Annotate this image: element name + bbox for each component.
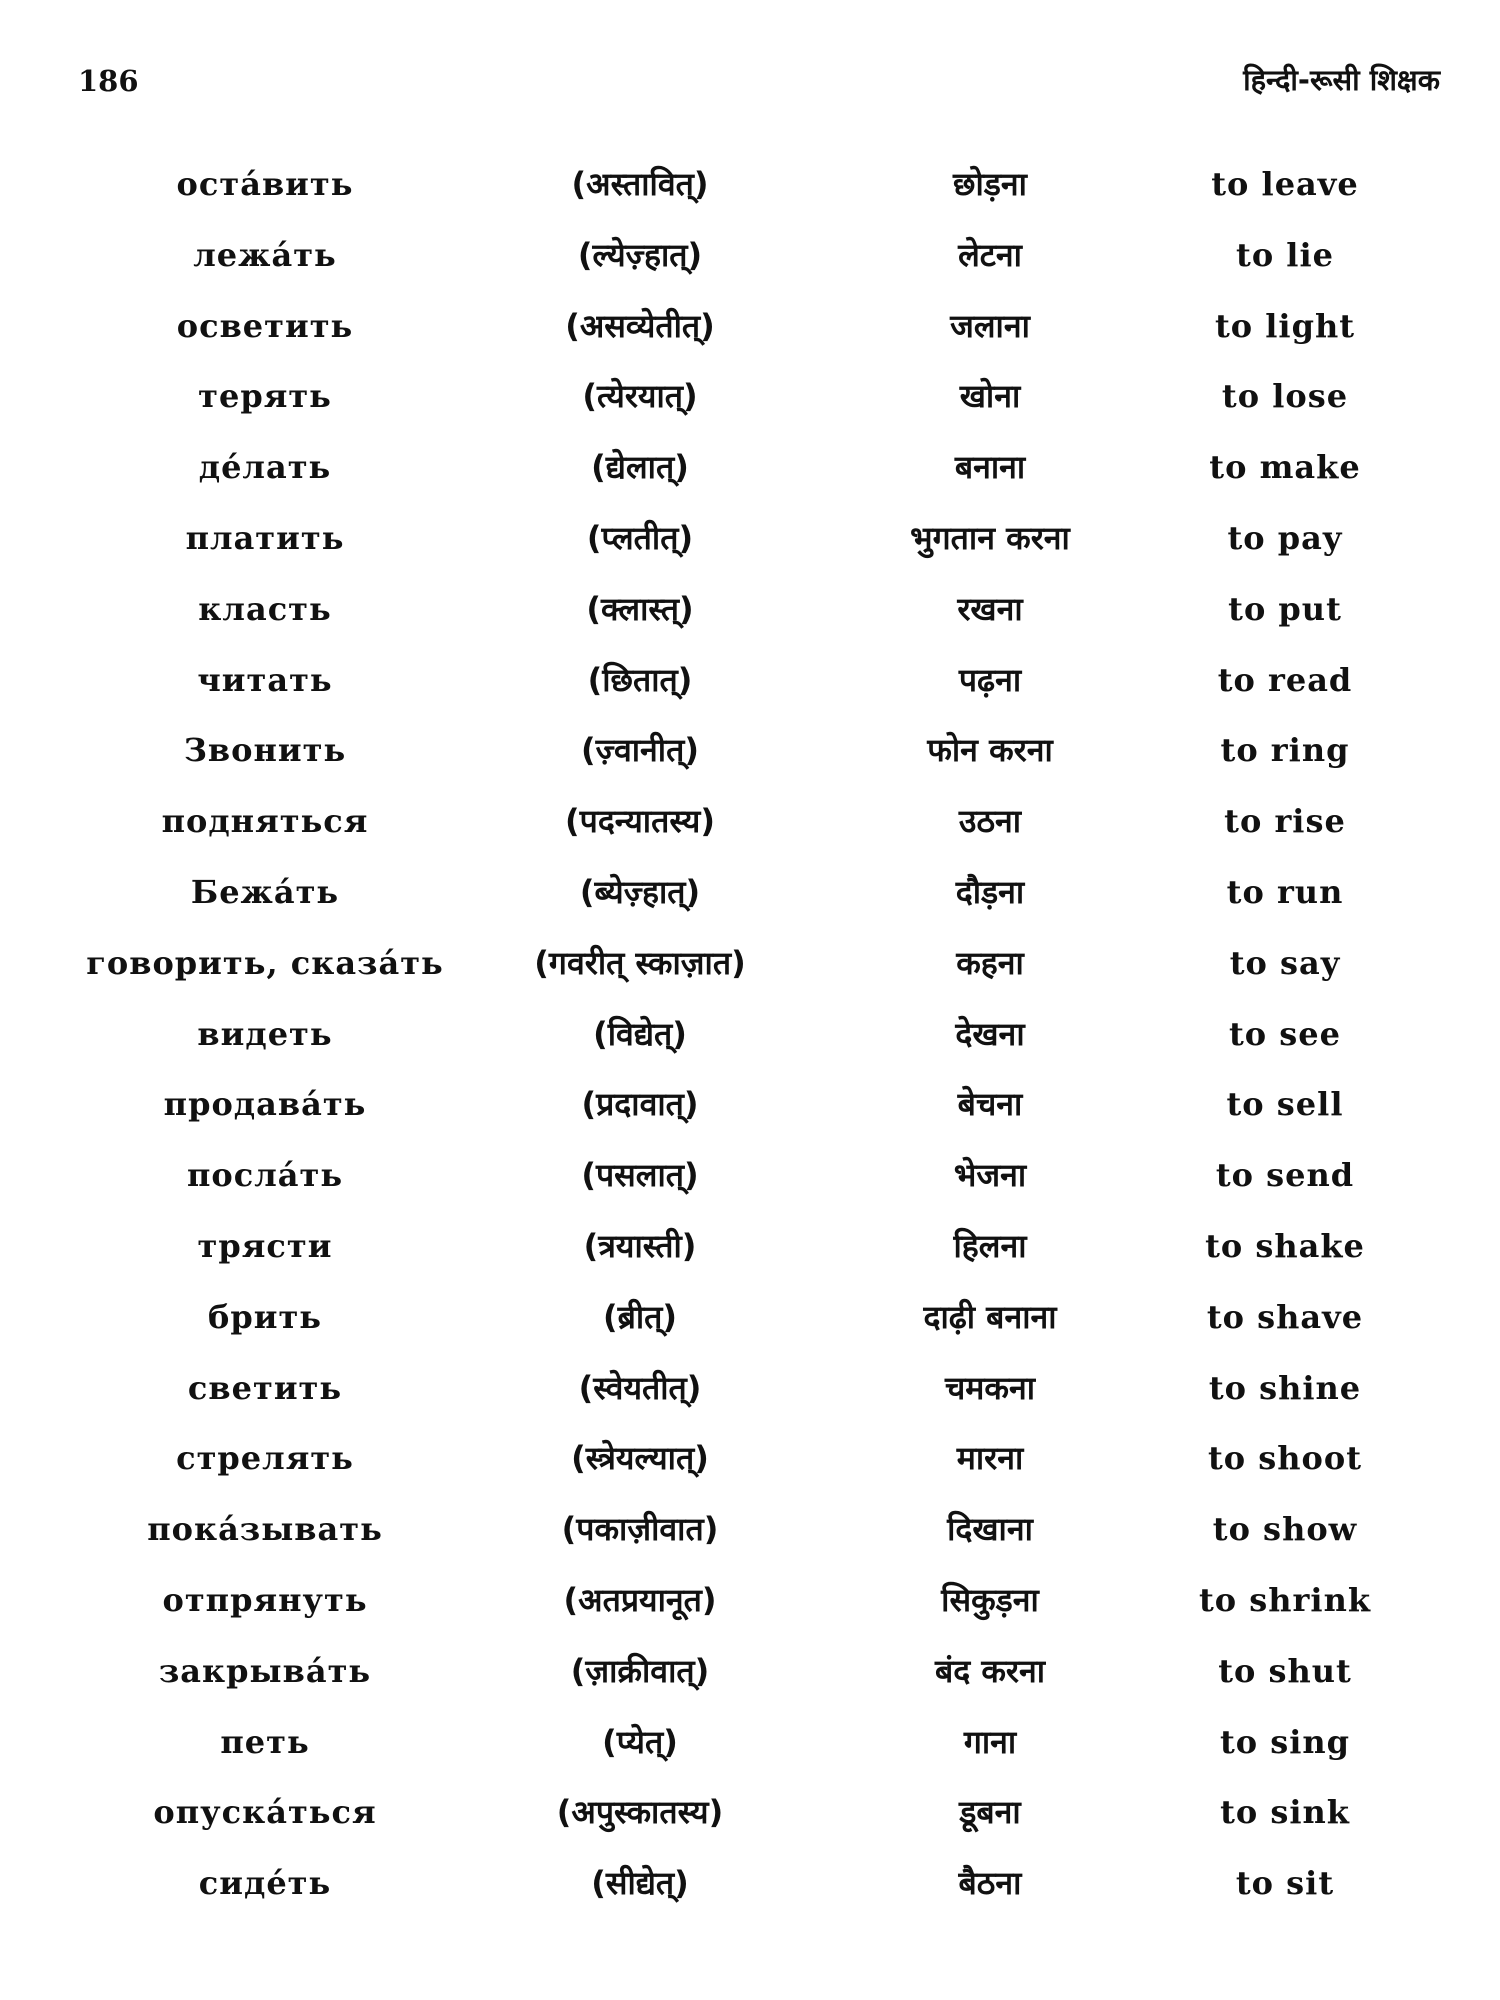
vocabulary-row — [0, 1495, 1500, 1566]
english-word: to sell — [1226, 1085, 1344, 1124]
vocabulary-row — [0, 292, 1500, 363]
english-word: to read — [1217, 660, 1353, 699]
russian-word: закрывáть — [158, 1651, 372, 1690]
vocabulary-row — [0, 1000, 1500, 1071]
hindi-word: खोना — [959, 377, 1021, 416]
russian-word: отпрянуть — [162, 1580, 368, 1619]
transliteration: (पकाज़ीवात) — [561, 1510, 719, 1549]
russian-word: брить — [208, 1297, 322, 1336]
transliteration: (ब्येज़्हात्) — [579, 872, 701, 911]
russian-word: лежáть — [193, 235, 337, 274]
transliteration: (अपुस्कातस्य) — [556, 1793, 724, 1832]
hindi-word: रखना — [957, 589, 1023, 628]
english-word: to shake — [1205, 1226, 1365, 1265]
hindi-word: पढ़ना — [958, 660, 1022, 699]
hindi-word: उठना — [958, 802, 1022, 841]
transliteration: (सीद्येत्) — [591, 1864, 689, 1903]
english-word: to put — [1228, 589, 1342, 628]
english-word: to shave — [1206, 1297, 1364, 1336]
russian-word: класть — [198, 589, 332, 628]
russian-word: опускáться — [153, 1793, 377, 1832]
english-word: to shrink — [1199, 1580, 1371, 1619]
hindi-word: चमकना — [944, 1368, 1036, 1407]
vocabulary-table — [0, 150, 1500, 1920]
russian-word: остáвить — [176, 165, 354, 203]
vocabulary-row — [0, 646, 1500, 717]
transliteration: (अतप्रयानूत) — [563, 1580, 717, 1619]
english-word: to light — [1215, 306, 1355, 345]
english-word: to sit — [1235, 1864, 1335, 1903]
vocabulary-row — [0, 1778, 1500, 1849]
vocabulary-row — [0, 433, 1500, 504]
transliteration: (प्रदावात्) — [581, 1085, 699, 1124]
vocabulary-row — [0, 1354, 1500, 1425]
hindi-word: भुगतान करना — [910, 518, 1070, 557]
transliteration: (गवरीत् स्काज़ात) — [534, 943, 746, 982]
vocabulary-row — [0, 1283, 1500, 1354]
vocabulary-row — [0, 1141, 1500, 1212]
transliteration: (ज़ाक्रीवात्) — [570, 1651, 710, 1690]
transliteration: (ब्रीत्) — [602, 1297, 678, 1336]
russian-word: трясти — [197, 1226, 333, 1265]
hindi-word: छोड़ना — [953, 165, 1027, 203]
transliteration: (पसलात्) — [581, 1156, 699, 1195]
english-word: to send — [1215, 1156, 1355, 1195]
english-word: to shoot — [1207, 1439, 1363, 1478]
english-word: to rise — [1224, 802, 1346, 841]
transliteration: (त्रयास्ती) — [583, 1226, 697, 1265]
vocabulary-row — [0, 1566, 1500, 1637]
russian-word: читать — [197, 660, 333, 699]
transliteration: (स्वेयतीत्) — [578, 1368, 702, 1407]
hindi-word: बेचना — [957, 1085, 1023, 1124]
hindi-word: दिखाना — [947, 1510, 1033, 1549]
vocabulary-row — [0, 1212, 1500, 1283]
english-word: to sing — [1219, 1722, 1351, 1761]
english-word: to ring — [1220, 731, 1350, 770]
hindi-word: गाना — [963, 1722, 1017, 1761]
vocabulary-row — [0, 504, 1500, 575]
english-word: to lose — [1221, 377, 1349, 416]
hindi-word: दाढ़ी बनाना — [923, 1297, 1057, 1336]
russian-word: Бежáть — [190, 872, 340, 911]
vocabulary-row — [0, 1070, 1500, 1141]
transliteration: (त्येरयात्) — [582, 377, 698, 416]
vocabulary-row — [0, 1708, 1500, 1779]
russian-word: послáть — [186, 1156, 344, 1195]
english-word: to run — [1226, 872, 1344, 911]
hindi-word: लेटना — [958, 235, 1022, 274]
transliteration: (क्लास्त्) — [586, 589, 694, 628]
hindi-word: बनाना — [954, 448, 1026, 487]
hindi-word: हिलना — [953, 1226, 1027, 1265]
russian-word: петь — [220, 1722, 310, 1761]
vocabulary-row — [0, 150, 1500, 221]
transliteration: (ज़्वानीत्) — [581, 731, 699, 770]
english-word: to sink — [1220, 1793, 1350, 1832]
vocabulary-row — [0, 1424, 1500, 1495]
hindi-word: बंद करना — [934, 1651, 1046, 1690]
english-word: to pay — [1227, 518, 1343, 557]
hindi-word: कहना — [956, 943, 1024, 982]
hindi-word: देखना — [955, 1014, 1025, 1053]
english-word: to show — [1212, 1510, 1358, 1549]
page-number: 186 — [78, 64, 139, 98]
vocabulary-row — [0, 787, 1500, 858]
transliteration: (प्येत्) — [602, 1722, 678, 1761]
transliteration: (प्लतीत्) — [586, 518, 694, 557]
russian-word: светить — [187, 1368, 343, 1407]
russian-word: дéлать — [198, 448, 332, 487]
hindi-word: दौड़ना — [955, 872, 1025, 911]
russian-word: Звонить — [183, 731, 347, 770]
transliteration: (पदन्यातस्य) — [565, 802, 715, 841]
english-word: to shut — [1218, 1651, 1352, 1690]
vocabulary-row — [0, 575, 1500, 646]
transliteration: (द्येलात्) — [591, 448, 689, 487]
russian-word: терять — [198, 377, 332, 416]
transliteration: (विद्येत्) — [593, 1014, 687, 1053]
russian-word: стрелять — [176, 1439, 354, 1478]
vocabulary-row — [0, 858, 1500, 929]
russian-word: продавáть — [163, 1085, 367, 1124]
english-word: to shine — [1208, 1368, 1362, 1407]
english-word: to say — [1229, 943, 1341, 982]
vocabulary-row — [0, 716, 1500, 787]
english-word: to lie — [1236, 235, 1334, 274]
transliteration: (स्त्रेयल्यात्) — [571, 1439, 709, 1478]
hindi-word: फोन करना — [927, 731, 1053, 770]
hindi-word: डूबना — [959, 1793, 1021, 1832]
hindi-word: बैठना — [958, 1864, 1022, 1903]
russian-word: видеть — [197, 1014, 333, 1053]
russian-word: платить — [185, 518, 345, 557]
vocabulary-row — [0, 221, 1500, 292]
russian-word: сидéть — [198, 1864, 332, 1903]
russian-word: покáзывать — [147, 1510, 383, 1549]
running-head-title: हिन्दी-रूसी शिक्षक — [1243, 63, 1440, 97]
vocabulary-row — [0, 1849, 1500, 1920]
english-word: to see — [1229, 1014, 1341, 1053]
russian-word: осветить — [176, 306, 354, 345]
vocabulary-row — [0, 1637, 1500, 1708]
vocabulary-row — [0, 929, 1500, 1000]
vocabulary-row — [0, 362, 1500, 433]
english-word: to make — [1209, 448, 1361, 487]
transliteration: (असव्येतीत्) — [565, 306, 715, 345]
hindi-word: मारना — [956, 1439, 1024, 1478]
hindi-word: भेजना — [953, 1156, 1027, 1195]
english-word: to leave — [1211, 165, 1359, 203]
transliteration: (छितात्) — [587, 660, 693, 699]
transliteration: (अस्तावित्) — [571, 165, 709, 203]
russian-word: подняться — [161, 802, 369, 841]
russian-word: говорить, сказáть — [86, 943, 444, 982]
transliteration: (ल्येज़्हात्) — [577, 235, 703, 274]
hindi-word: जलाना — [950, 306, 1030, 345]
page-header — [78, 60, 1440, 100]
hindi-word: सिकुड़ना — [941, 1580, 1039, 1619]
